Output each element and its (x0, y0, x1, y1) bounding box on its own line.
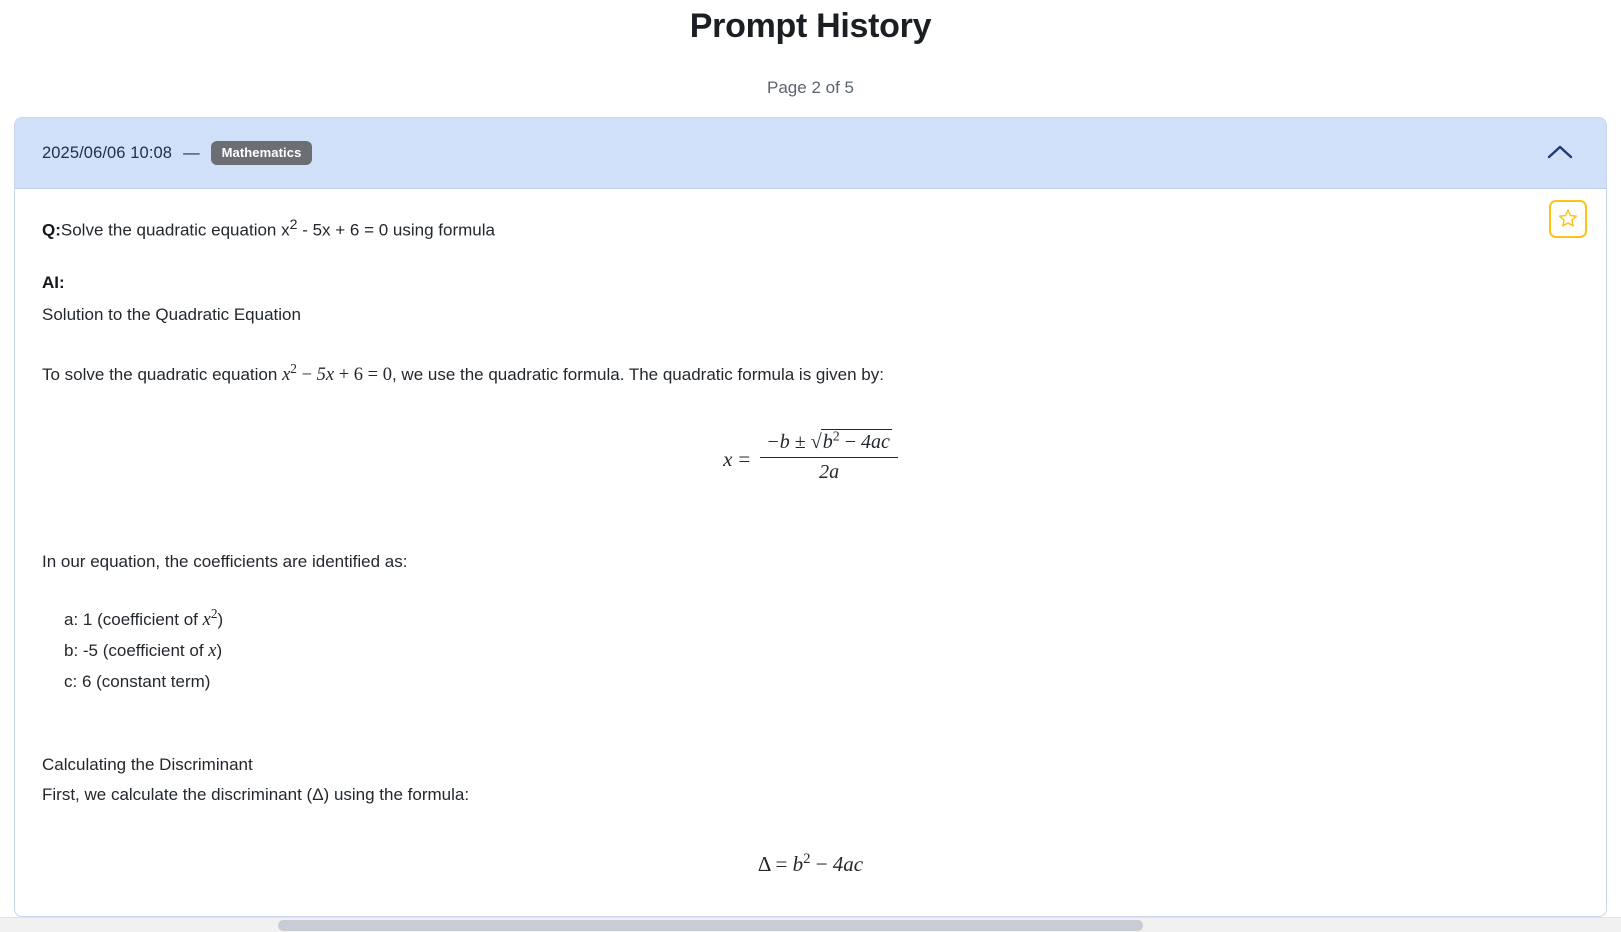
math-x: x (282, 364, 291, 385)
formula-plus-minus: ± (794, 431, 806, 454)
coefficient-a-var (202, 605, 218, 631)
entry-separator: — (183, 143, 200, 162)
formula-lhs: x (723, 447, 733, 472)
math-exponent: 2 (290, 360, 297, 376)
prompt-entry-body (15, 189, 1606, 917)
horizontal-scrollbar[interactable] (0, 917, 1621, 932)
intro-text-after: , we use the quadratic formula. The quadratic formula is given by: (391, 364, 884, 384)
discriminant-equals: = (775, 852, 788, 877)
formula-radicand-b: b (822, 431, 833, 454)
answer-label: AI: (42, 273, 65, 293)
formula-sqrt-sign: √ (810, 431, 822, 454)
question-label: Q: (42, 220, 61, 240)
discriminant-b: b (792, 852, 804, 877)
status-badge[interactable]: Mathematics (211, 141, 313, 165)
quadratic-formula-display (42, 388, 1579, 486)
coefficient-b-symbol: x (208, 641, 217, 662)
formula-equals: = (738, 447, 751, 472)
discriminant-heading: Calculating the Discriminant (42, 754, 253, 774)
math-minus-sign: − (301, 364, 312, 385)
coefficient-c-text: c: 6 (constant term) (64, 671, 211, 691)
discriminant-formula-display (42, 808, 1579, 877)
formula-denominator (760, 457, 898, 484)
math-six: 6 (353, 364, 364, 385)
discriminant-minus: − (815, 852, 828, 877)
question-exponent: 2 (289, 217, 298, 233)
formula-radicand-exponent: 2 (832, 429, 840, 445)
question-text-before: Solve the quadratic equation x (60, 220, 290, 240)
question-line (42, 215, 1579, 243)
list-item (64, 668, 1579, 697)
discriminant-delta: Δ (757, 852, 771, 877)
favorite-button[interactable] (1549, 200, 1587, 238)
question-text-after: - 5x + 6 = 0 using formula (297, 220, 495, 240)
formula-fraction (760, 431, 898, 484)
coefficient-b-suffix: ) (216, 641, 223, 661)
collapse-button[interactable] (1540, 133, 1580, 173)
intro-text-before: To solve the quadratic equation (42, 364, 283, 384)
formula-radicand (821, 429, 892, 453)
math-zero: 0 (382, 364, 392, 385)
coefficient-a-symbol: x (202, 610, 211, 631)
horizontal-scrollbar-thumb[interactable] (278, 920, 1143, 931)
discriminant-text: First, we calculate the discriminant (Δ) using the formula: (42, 785, 470, 805)
formula-numerator (760, 431, 898, 457)
page-indicator: Page 2 of 5 (767, 77, 854, 97)
coefficient-a-prefix: a: 1 (coefficient of (64, 610, 203, 630)
discriminant-exponent: 2 (803, 851, 811, 868)
prompt-entry-header-left (42, 141, 1540, 165)
formula-denominator-text: 2a (819, 461, 840, 484)
coefficients-list (42, 575, 1579, 697)
coefficient-a-exponent: 2 (210, 605, 218, 621)
entry-timestamp: 2025/06/06 10:08 (42, 143, 173, 162)
coefficients-intro: In our equation, the coefficients are identified as: (42, 552, 408, 572)
answer-intro-paragraph (42, 328, 1579, 389)
chevron-up-icon (1547, 144, 1573, 163)
formula-neg-b: −b (766, 431, 790, 454)
formula-radicand-minus: − (844, 431, 857, 454)
discriminant-4ac: 4ac (832, 852, 864, 877)
formula-radicand-4ac: 4ac (861, 431, 890, 454)
math-plus-sign: + (338, 364, 350, 385)
inline-equation (282, 360, 392, 385)
math-5x: 5x (316, 364, 335, 385)
answer-heading: Solution to the Quadratic Equation (42, 304, 301, 324)
star-icon (1558, 208, 1578, 231)
math-equals-sign: = (367, 364, 379, 385)
list-item (64, 636, 1579, 667)
coefficient-a-suffix: ) (217, 610, 224, 630)
prompt-entry-header[interactable] (15, 118, 1606, 189)
page-title: Prompt History (689, 7, 932, 45)
prompt-entry-card (14, 117, 1607, 917)
list-item (64, 605, 1579, 636)
coefficient-b-prefix: b: -5 (coefficient of (64, 641, 209, 661)
